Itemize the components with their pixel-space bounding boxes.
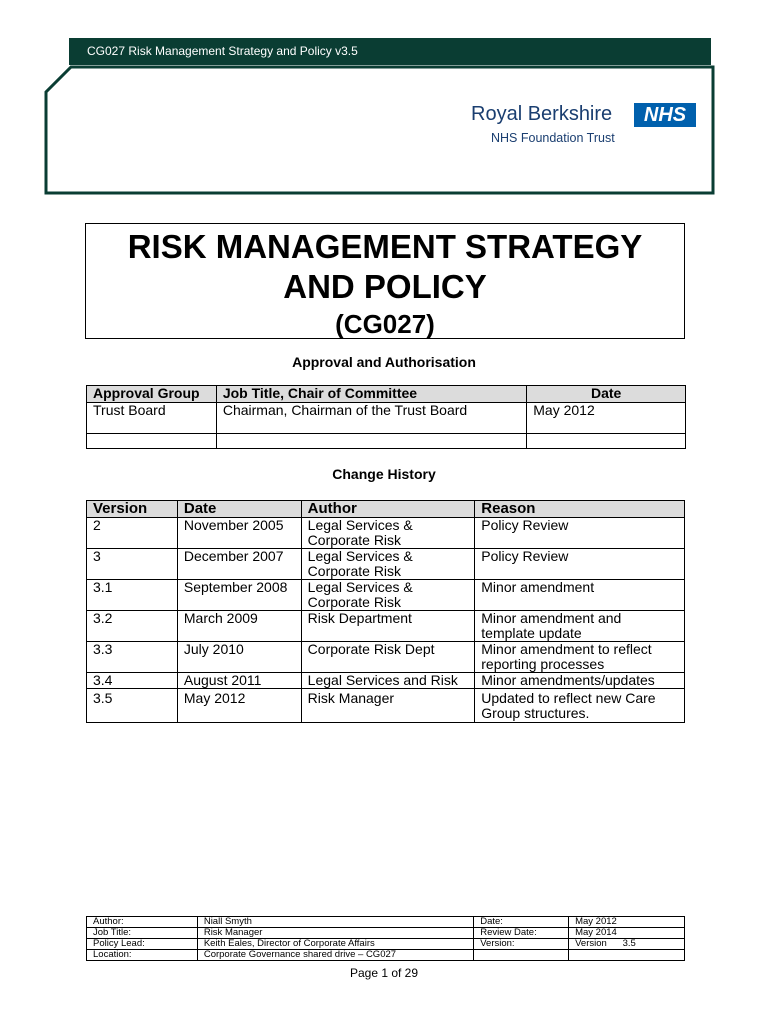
table-cell: 3.4 (87, 673, 178, 689)
footer-cell: Date: (474, 917, 569, 928)
table-cell: 3 (87, 549, 178, 580)
footer-cell: Version 3.5 (569, 939, 685, 950)
table-cell: September 2008 (177, 580, 301, 611)
logo-subtitle: NHS Foundation Trust (491, 131, 615, 145)
table-cell: Risk Manager (301, 689, 475, 723)
table-row (87, 518, 685, 549)
footer-cell: Risk Manager (197, 928, 473, 939)
footer-cell: Job Title: (87, 928, 198, 939)
table-cell: Trust Board (87, 403, 217, 434)
table-cell: Legal Services & Corporate Risk (301, 580, 475, 611)
table-cell: 3.1 (87, 580, 178, 611)
column-header: Job Title, Chair of Committee (216, 386, 526, 403)
table-cell: Minor amendment to reflect reporting processes (475, 642, 685, 673)
table-cell: Risk Department (301, 611, 475, 642)
table-row (87, 642, 685, 673)
table-row (87, 673, 685, 689)
footer-cell: May 2012 (569, 917, 685, 928)
nhs-badge: NHS (634, 103, 696, 127)
footer-row (87, 917, 685, 928)
footer-cell: May 2014 (569, 928, 685, 939)
table-row (87, 689, 685, 723)
table-cell: December 2007 (177, 549, 301, 580)
table-cell: August 2011 (177, 673, 301, 689)
table-cell: May 2012 (177, 689, 301, 723)
footer-cell: Location: (87, 950, 198, 961)
column-header: Date (527, 386, 686, 403)
table-cell: Legal Services and Risk (301, 673, 475, 689)
table-cell (87, 434, 217, 449)
column-header: Reason (475, 501, 685, 518)
footer-cell: Niall Smyth (197, 917, 473, 928)
table-cell: Minor amendment and template update (475, 611, 685, 642)
footer-cell: Version: (474, 939, 569, 950)
table-cell: Legal Services & Corporate Risk (301, 518, 475, 549)
table-cell (527, 434, 686, 449)
table-cell: November 2005 (177, 518, 301, 549)
table-row (87, 580, 685, 611)
table-cell: Chairman, Chairman of the Trust Board (216, 403, 526, 434)
column-header: Version (87, 501, 178, 518)
header-band-text: CG027 Risk Management Strategy and Policy v3.5 (87, 44, 358, 58)
footer-row (87, 928, 685, 939)
table-cell: 3.3 (87, 642, 178, 673)
table-cell: 3.5 (87, 689, 178, 723)
approval-heading: Approval and Authorisation (292, 354, 476, 370)
page-number: Page 1 of 29 (349, 966, 419, 980)
change-history-heading: Change History (332, 466, 436, 482)
footer-cell: Keith Eales, Director of Corporate Affairs (197, 939, 473, 950)
document-code: (CG027) (335, 309, 435, 339)
table-cell (216, 434, 526, 449)
column-header: Approval Group (87, 386, 217, 403)
table-cell: Legal Services & Corporate Risk (301, 549, 475, 580)
document-footer-table (86, 916, 685, 961)
table-cell: Minor amendments/updates (475, 673, 685, 689)
footer-cell: Review Date: (474, 928, 569, 939)
footer-cell (474, 950, 569, 961)
table-cell: July 2010 (177, 642, 301, 673)
footer-row (87, 950, 685, 961)
title-line-2: AND POLICY (283, 268, 487, 305)
document-header-band (69, 38, 711, 65)
table-cell: Policy Review (475, 549, 685, 580)
table-row (87, 434, 686, 449)
approval-header-row (87, 386, 686, 403)
footer-cell: Corporate Governance shared drive – CG027 (197, 950, 473, 961)
table-cell: May 2012 (527, 403, 686, 434)
table-row (87, 611, 685, 642)
table-cell: Updated to reflect new Care Group structures. (475, 689, 685, 723)
table-cell: 3.2 (87, 611, 178, 642)
table-cell: 2 (87, 518, 178, 549)
history-header-row (87, 501, 685, 518)
change-history-table (86, 500, 685, 723)
table-cell: Policy Review (475, 518, 685, 549)
table-cell: Corporate Risk Dept (301, 642, 475, 673)
footer-cell (569, 950, 685, 961)
column-header: Author (301, 501, 475, 518)
column-header: Date (177, 501, 301, 518)
footer-cell: Policy Lead: (87, 939, 198, 950)
document-title-box (85, 223, 685, 339)
table-row (87, 549, 685, 580)
table-cell: March 2009 (177, 611, 301, 642)
footer-row (87, 939, 685, 950)
trust-logo (471, 101, 701, 147)
table-cell: Minor amendment (475, 580, 685, 611)
approval-table (86, 385, 686, 449)
logo-trust-name: Royal Berkshire (471, 103, 613, 125)
table-row (87, 403, 686, 434)
title-line-1: RISK MANAGEMENT STRATEGY (127, 228, 643, 265)
footer-cell: Author: (87, 917, 198, 928)
